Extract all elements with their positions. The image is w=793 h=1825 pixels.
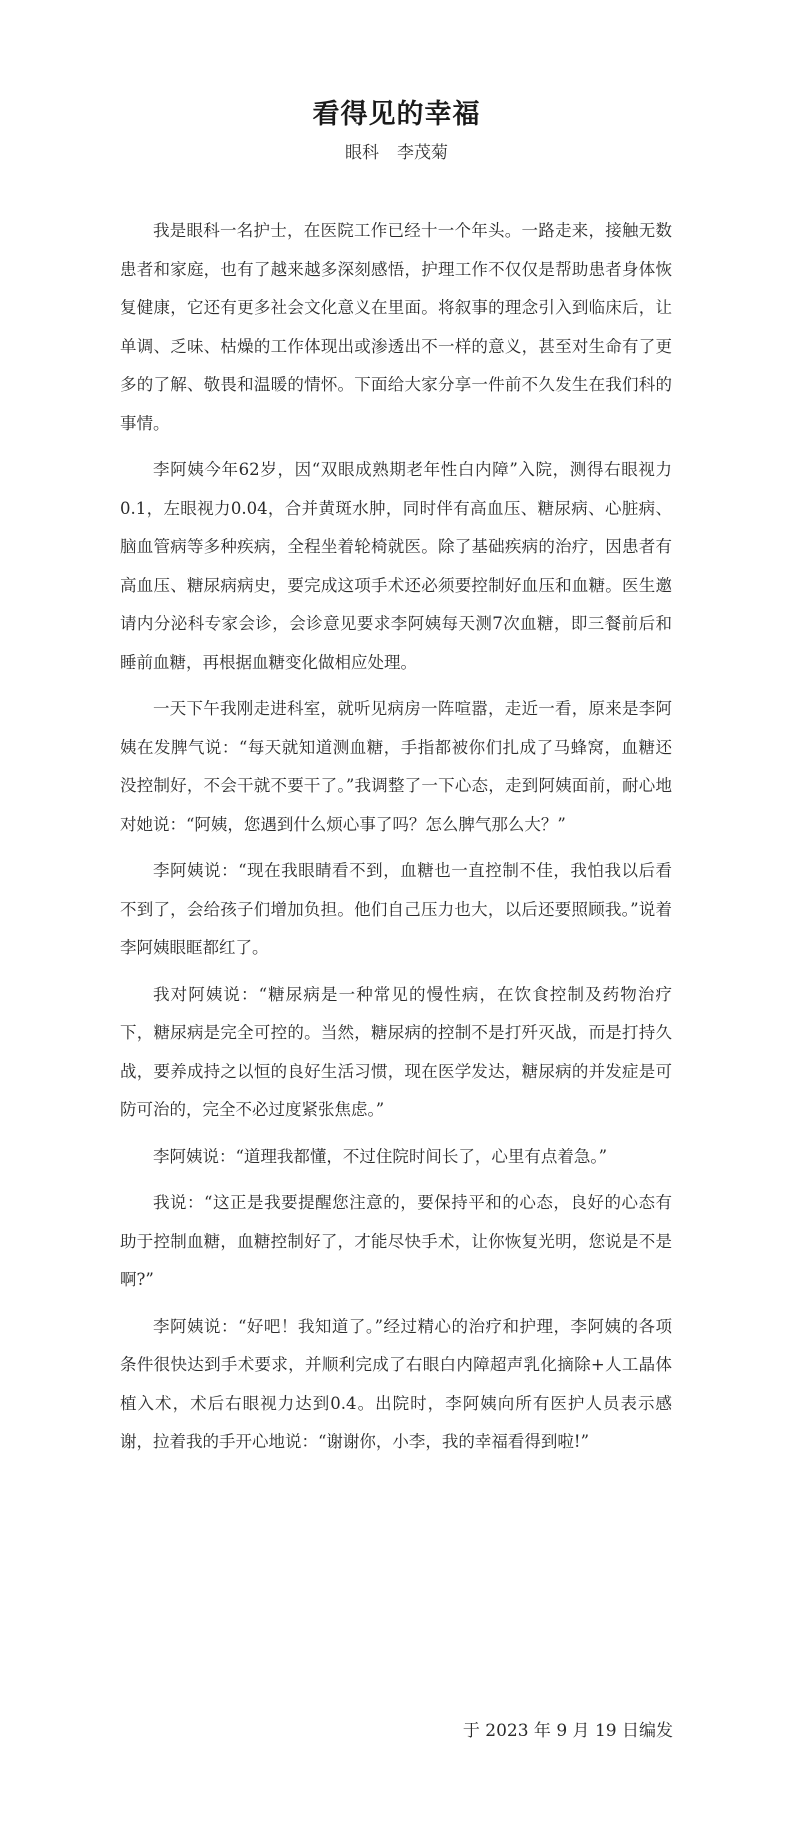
article-title: 看得见的幸福	[312, 99, 481, 131]
paragraph: 李阿姨今年62岁，因“双眼成熟期老年性白内障”入院，测得右眼视力0.1，左眼视力0.04，合并黄斑水肿，同时伴有高血压、糖尿病、心脏病、脑血管病等多种疾病，全程坐着轮椅就医。除了基础疾病的治疗，因患者有高血压、糖尿病病史，要完成这项手术还必须要控制好血压和血糖。医生邀请内分泌科专家会诊，会诊意见要求李阿姨每天测7次血糖，即三餐前后和睡前血糖，再根据血糖变化做相应处理。	[120, 460, 672, 672]
byline	[0, 138, 793, 163]
paragraph: 一天下午我刚走进科室，就听见病房一阵喧嚣，走近一看，原来是李阿姨在发脾气说：“每天就知道测血糖，手指都被你们扎成了马蜂窝，血糖还没控制好，不会干就不要干了。”我调整了一下心态，走到阿姨面前，耐心地对她说：“阿姨，您遇到什么烦心事了吗？怎么脾气那么大？”	[120, 699, 672, 834]
paragraph: 我对阿姨说：“糖尿病是一种常见的慢性病，在饮食控制及药物治疗下，糖尿病是完全可控的。当然，糖尿病的控制不是打歼灭战，而是打持久战，要养成持之以恒的良好生活习惯，现在医学发达，糖尿病的并发症是可防可治的，完全不必过度紧张焦虑。”	[120, 984, 672, 1119]
paragraph: 我说：“这正是我要提醒您注意的，要保持平和的心态，良好的心态有助于控制血糖，血糖控制好了，才能尽快手术，让你恢复光明，您说是不是啊?”	[120, 1193, 672, 1289]
author-name: 李茂菊	[397, 143, 448, 163]
article-body	[120, 212, 672, 1470]
publish-date: 于 2023 年 9 月 19 日编发	[462, 1721, 673, 1741]
department-label: 眼科	[345, 143, 379, 163]
paragraph: 李阿姨说：“道理我都懂，不过住院时间长了，心里有点着急。”	[153, 1146, 608, 1166]
paragraph: 李阿姨说：“好吧！我知道了。”经过精心的治疗和护理，李阿姨的各项条件很快达到手术要求，并顺利完成了右眼白内障超声乳化摘除+人工晶体植入术，术后右眼视力达到0.4。出院时，李阿姨向所有医护人员表示感谢，拉着我的手开心地说：“谢谢你，小李，我的幸福看得到啦!”	[120, 1316, 672, 1451]
paragraph: 李阿姨说：“现在我眼睛看不到，血糖也一直控制不佳，我怕我以后看不到了，会给孩子们增加负担。他们自己压力也大，以后还要照顾我。”说着李阿姨眼眶都红了。	[120, 861, 672, 957]
paragraph: 我是眼科一名护士，在医院工作已经十一个年头。一路走来，接触无数患者和家庭，也有了越来越多深刻感悟，护理工作不仅仅是帮助患者身体恢复健康，它还有更多社会文化意义在里面。将叙事的理念引入到临床后，让单调、乏味、枯燥的工作体现出或渗透出不一样的意义，甚至对生命有了更多的了解、敬畏和温暖的情怀。下面给大家分享一件前不久发生在我们科的事情。	[120, 221, 672, 433]
